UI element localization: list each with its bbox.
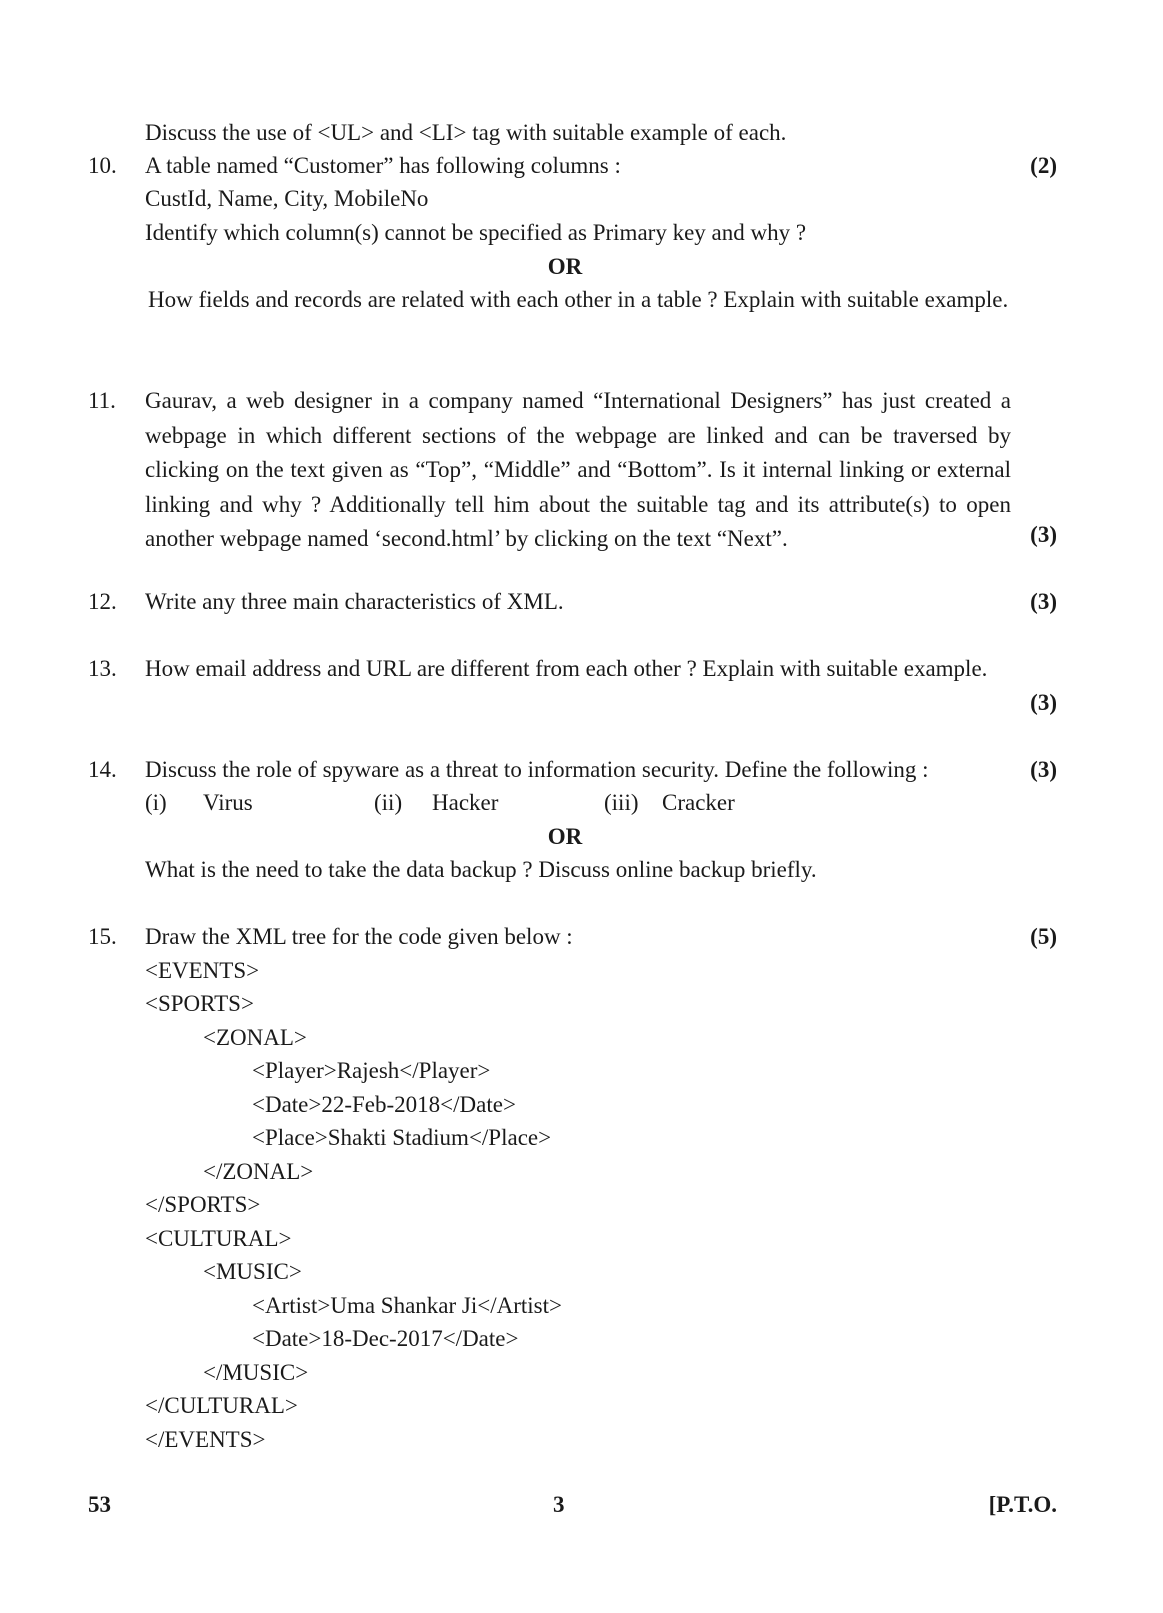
option-value: Hacker (432, 790, 499, 815)
intro-line: Discuss the use of <UL> and <LI> tag with suitable example of each. (145, 120, 787, 145)
or-divider: OR (547, 254, 583, 279)
paper-code: 53 (88, 1492, 111, 1517)
question-number: 13. (88, 656, 117, 681)
column-list: CustId, Name, City, MobileNo (145, 186, 429, 211)
code-line: </EVENTS> (145, 1427, 266, 1452)
question-number: 11. (88, 388, 116, 413)
marks-label: (3) (1030, 690, 1057, 715)
marks-label: (3) (1030, 589, 1057, 614)
code-line: </CULTURAL> (145, 1393, 298, 1418)
pto-label: [P.T.O. (988, 1492, 1057, 1517)
marks-label: (5) (1030, 924, 1057, 949)
code-line: <EVENTS> (145, 958, 260, 983)
code-line: <CULTURAL> (145, 1226, 292, 1251)
question-text: Gaurav, a web designer in a company named “International Designers” has just created a webpage in which different sections of the webpage are linked and can be traversed by clicking on the text given as “Top”, “Middle” and “Bottom”. Is it internal linking or external linking and why ? Additionally tell him about the suitable tag and its attribute(s) to open another webpage named ‘second.html’ by clicking on the text “Next”. (145, 388, 1011, 551)
or-divider: OR (547, 824, 583, 849)
code-line: <ZONAL> (203, 1025, 307, 1050)
code-line: </MUSIC> (203, 1360, 309, 1385)
marks-label: (3) (1030, 522, 1057, 547)
option-label: (i) (145, 790, 167, 815)
option-value: Cracker (662, 790, 735, 815)
code-line: <Place>Shakti Stadium</Place> (252, 1125, 552, 1150)
question-number: 10. (88, 153, 117, 178)
code-line: <Date>18-Dec-2017</Date> (252, 1326, 519, 1351)
code-line: </ZONAL> (203, 1159, 314, 1184)
question-prompt: Identify which column(s) cannot be specified as Primary key and why ? (145, 220, 807, 245)
option-label: (iii) (604, 790, 639, 815)
code-line: <MUSIC> (203, 1259, 302, 1284)
question-text: How email address and URL are different from each other ? Explain with suitable example. (145, 656, 988, 681)
question-text: Write any three main characteristics of XML. (145, 589, 564, 614)
page-number: 3 (553, 1492, 565, 1517)
question-number: 12. (88, 589, 117, 614)
question-text: Discuss the role of spyware as a threat to information security. Define the following : (145, 757, 929, 782)
alternative-question: How fields and records are related with each other in a table ? Explain with suitable example. (148, 287, 1009, 312)
code-line: </SPORTS> (145, 1192, 261, 1217)
code-line: <SPORTS> (145, 991, 254, 1016)
alternative-question: What is the need to take the data backup ? Discuss online backup briefly. (145, 857, 817, 882)
question-number: 14. (88, 757, 117, 782)
option-label: (ii) (374, 790, 403, 815)
question-number: 15. (88, 924, 117, 949)
option-value: Virus (203, 790, 253, 815)
question-text: A table named “Customer” has following columns : (145, 153, 621, 178)
question-text: Draw the XML tree for the code given below : (145, 924, 573, 949)
code-line: <Player>Rajesh</Player> (252, 1058, 491, 1083)
marks-label: (2) (1030, 153, 1057, 178)
code-line: <Artist>Uma Shankar Ji</Artist> (252, 1293, 562, 1318)
code-line: <Date>22-Feb-2018</Date> (252, 1092, 516, 1117)
marks-label: (3) (1030, 757, 1057, 782)
